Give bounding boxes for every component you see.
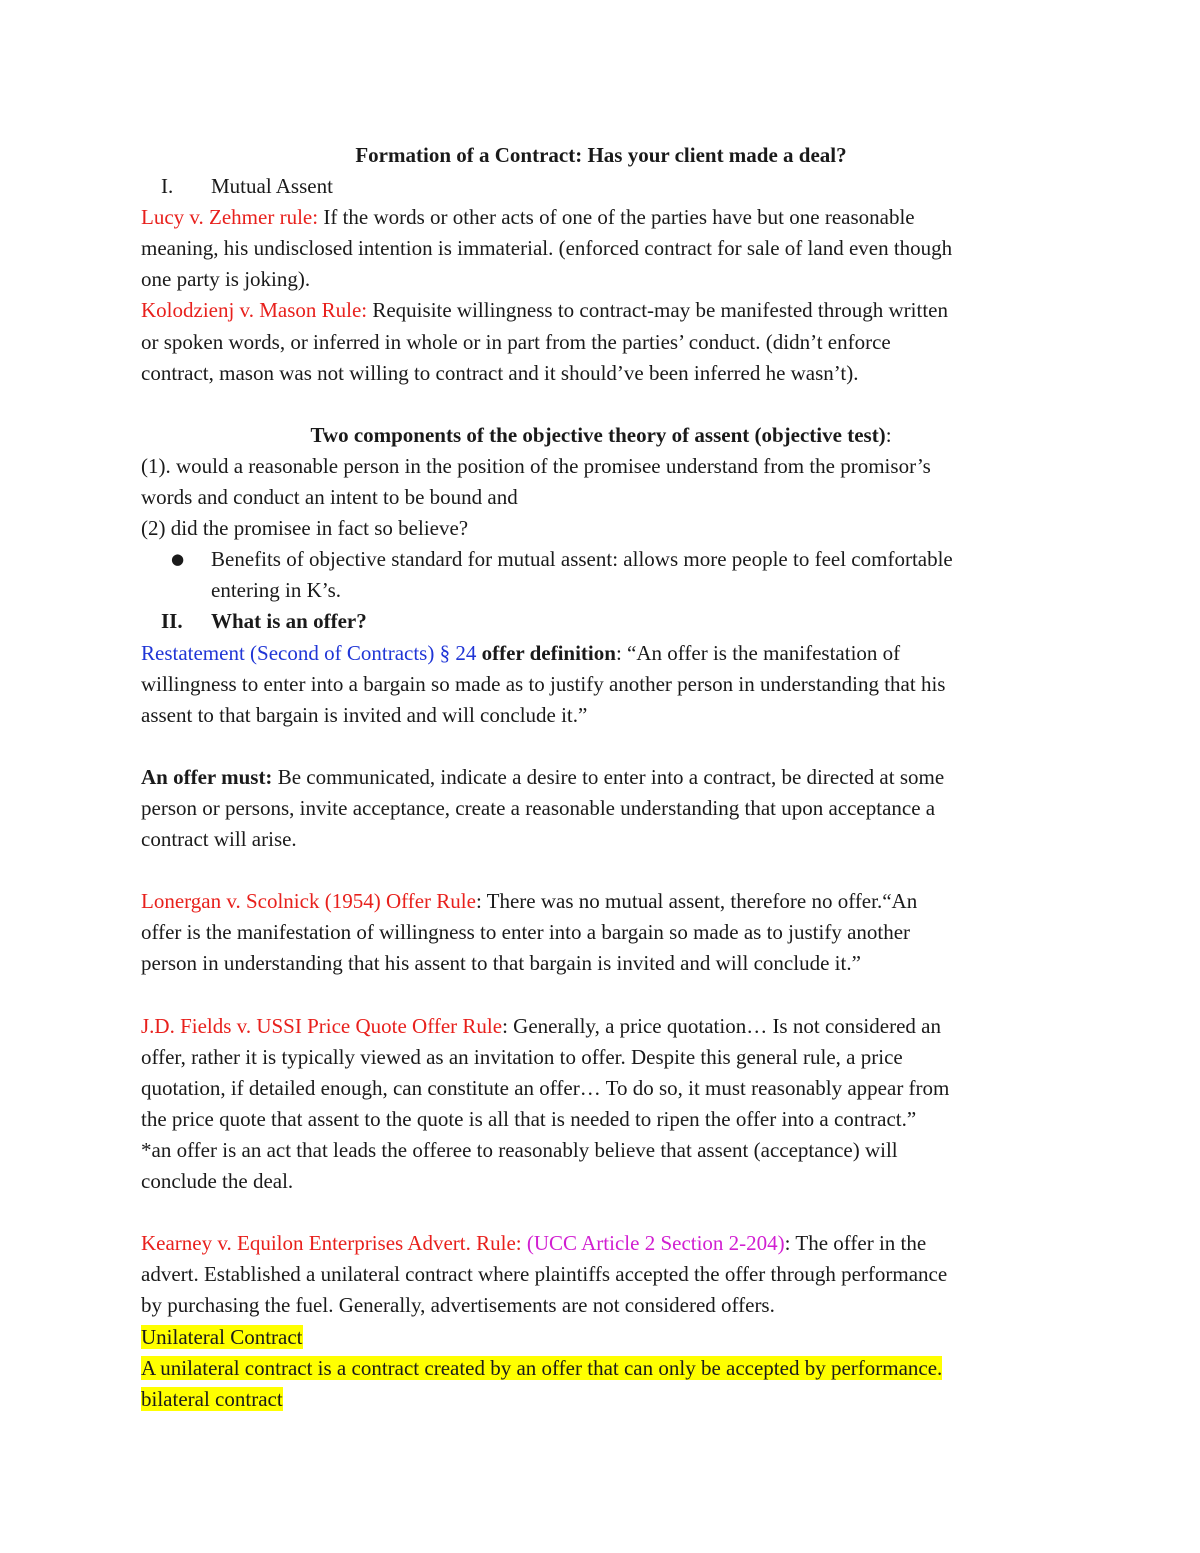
spacer [141,980,1061,1011]
case-name: Lonergan v. Scolnick (1954) Offer Rule [141,889,476,914]
bilateral-contract-heading: bilateral contract [141,1386,283,1411]
offer-must-paragraph: An offer must: Be communicated, indicate a desire to enter into a contract, be directed at some person or persons, invite acceptance, create a reasonable understanding that upon acceptance a contract will arise. [141,762,1061,855]
rule-text: Requisite willingness to contract-may be manifested through written [367,298,948,323]
paragraph-line: (2) did the promisee in fact so believe? [141,516,469,541]
document-title: Formation of a Contract: Has your client made a deal? [355,143,847,167]
section-heading-mutual-assent [141,171,1061,202]
bullet-line: entering in K’s. [211,578,342,603]
rule-text: If the words or other acts of one of the parties have but one reasonable [318,205,915,230]
spacer [141,389,1061,420]
unilateral-contract-heading: Unilateral Contract [141,1324,303,1349]
fields-paragraph: J.D. Fields v. USSI Price Quote Offer Rule: Generally, a price quotation… Is not considered an offer, rather it is typically viewed as an invitation to offer. Despite this general rule, a price quotation, if detailed enough, can constitute an offer… To do so, it must reasonably appear from the price quote that assent to the quote is all that is needed to ripen the offer into a contract.” *an offer is an act that leads the offeree to reasonably believe that assent (acceptance) will conclude the deal. [141,1011,1061,1198]
lucy-zehmer-paragraph [141,202,1061,295]
document-page [141,140,1061,1415]
paragraph-line: advert. Established a unilateral contract where plaintiffs accepted the offer through performance [141,1262,948,1287]
objective-theory-heading: Two components of the objective theory of assent (objective test): [310,422,892,447]
restatement-reference: Restatement (Second of Contracts) § 24 [141,640,477,665]
case-name: Lucy v. Zehmer rule: [141,205,319,230]
paragraph-line: person in understanding that his assent to that bargain is invited and will conclude it.” [141,951,861,976]
unilateral-contract-definition: A unilateral contract is a contract created by an offer that can only be accepted by performance. [141,1355,943,1380]
paragraph-line: assent to that bargain is invited and will conclude it.” [141,702,588,727]
paragraph-line: contract will arise. [141,827,297,852]
section-heading-what-is-offer [141,606,1061,637]
paragraph-line: quotation, if detailed enough, can constitute an offer… To do so, it must reasonably appear from [141,1075,950,1100]
paragraph-line: offer is the manifestation of willingness to enter into a bargain so made as to justify another [141,920,911,945]
kearney-paragraph: Kearney v. Equilon Enterprises Advert. Rule: (UCC Article 2 Section 2-204): The offer in the advert. Established a unilateral contract where plaintiffs accepted the offer through performance by purchasing the fuel. Generally, advertisements are not considered offers. [141,1228,1061,1321]
paragraph-line: one party is joking). [141,267,311,292]
case-name: Kolodzienj v. Mason Rule: [141,298,368,323]
spacer [141,1197,1061,1228]
paragraph-line: person or persons, invite acceptance, create a reasonable understanding that upon acceptance a [141,795,936,820]
paragraph-line: words and conduct an intent to be bound and [141,485,518,510]
paragraph-line: conclude the deal. [141,1169,294,1194]
paragraph-line: the price quote that assent to the quote is all that is needed to ripen the offer into a contract.” [141,1106,917,1131]
defined-term: offer definition [476,640,616,665]
paragraph-line: by purchasing the fuel. Generally, advertisements are not considered offers. [141,1293,775,1318]
case-name: Kearney v. Equilon Enterprises Advert. Rule: [141,1231,522,1256]
bullet-item [141,544,1061,606]
paragraph-line: offer, rather it is typically viewed as an invitation to offer. Despite this general rule, a price [141,1044,903,1069]
paragraph-line: *an offer is an act that leads the offeree to reasonably believe that assent (acceptance) will [141,1138,898,1162]
spacer [141,855,1061,886]
section-numeral: I. [161,174,174,199]
case-name: J.D. Fields v. USSI Price Quote Offer Rule [141,1013,503,1038]
paragraph-line: (1). would a reasonable person in the position of the promisee understand from the promisor’s [141,453,931,478]
highlighted-line [141,1353,1061,1384]
spacer [141,731,1061,762]
lonergan-paragraph: Lonergan v. Scolnick (1954) Offer Rule: There was no mutual assent, therefore no offer.“An offer is the manifestation of willingness to enter into a bargain so made as to justify another person in understanding that his assent to that bargain is invited and will conclude it.” [141,886,1061,979]
paragraph-line: willingness to enter into a bargain so made as to justify another person in understanding that his [141,671,946,696]
paragraph-line: meaning, his undisclosed intention is immaterial. (enforced contract for sale of land even though [141,236,953,261]
paragraph-line: or spoken words, or inferred in whole or in part from the parties’ conduct. (didn’t enforce [141,329,891,354]
ucc-reference: (UCC Article 2 Section 2-204) [521,1231,785,1256]
section-title: What is an offer? [211,609,367,634]
highlighted-line [141,1322,1061,1353]
kolodzienj-mason-paragraph [141,295,1061,388]
bullet-icon: ● [171,550,185,569]
restatement-paragraph: Restatement (Second of Contracts) § 24 offer definition: “An offer is the manifestation of willingness to enter into a bargain so made as to justify another person in understanding that his assent to that bargain is invited and will conclude it.” [141,638,1061,731]
paragraph-line: contract, mason was not willing to contract and it should’ve been inferred he wasn’t). [141,360,859,385]
section-numeral: II. [161,609,183,634]
section-title: Mutual Assent [211,174,333,199]
highlighted-line [141,1384,1061,1415]
bullet-line: Benefits of objective standard for mutual assent: allows more people to feel comfortable [211,547,953,572]
offer-must-label: An offer must: [141,764,273,789]
